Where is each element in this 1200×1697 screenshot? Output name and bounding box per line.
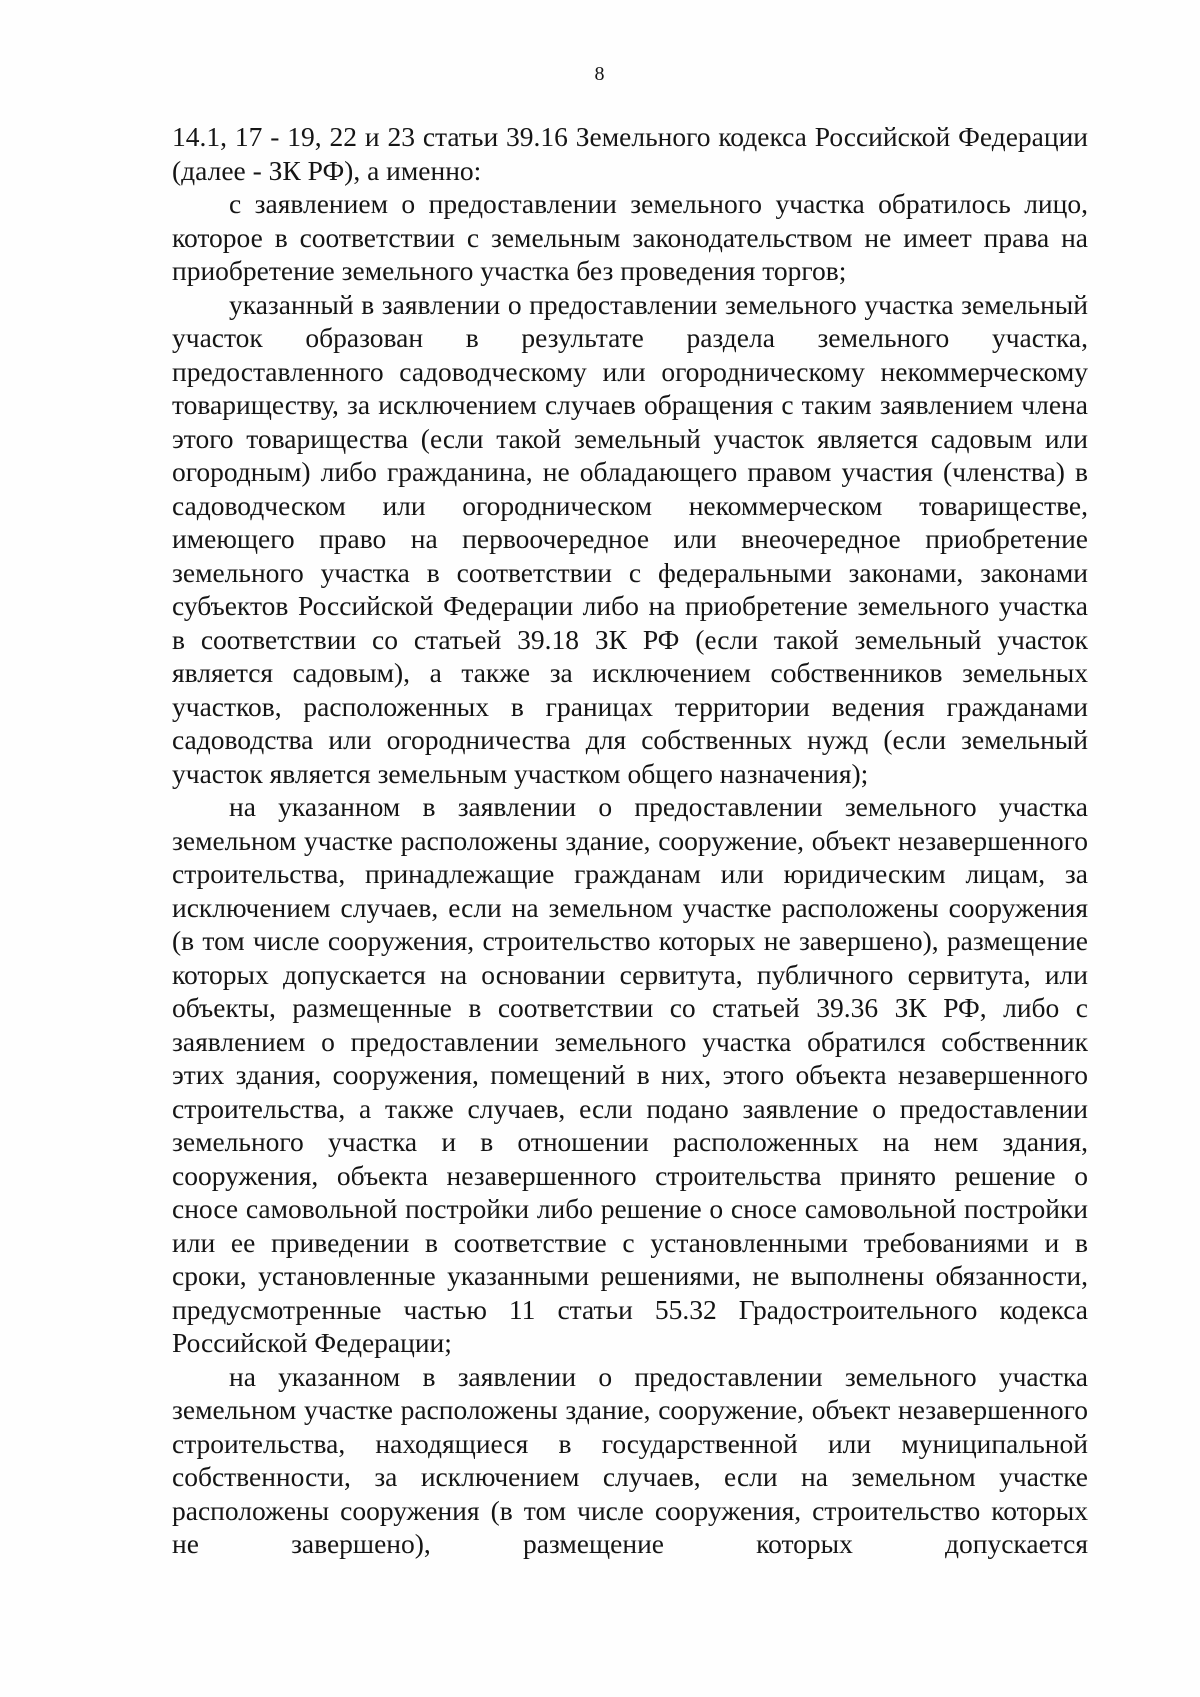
- paragraph-applicant-no-right: с заявлением о предоставлении земельного участка обратилось лицо, которое в соответствии с земельным законодательством не имеет права на приобретение земельного участка без проведения торгов;: [172, 188, 1088, 286]
- paragraph-intro: 14.1, 17 - 19, 22 и 23 статьи 39.16 Земельного кодекса Российской Федерации (далее - ЗК РФ), а именно:: [172, 121, 1088, 186]
- paragraph-private-buildings: на указанном в заявлении о предоставлении земельного участка земельном участке расположены здание, сооружение, объект незавершенного строительства, принадлежащие гражданам или юридическим лицам, за исключением случаев, если на земельном участке расположены сооружения (в том числе сооружения, строительство которых не завершено), размещение которых допускается на основании сервитута, публичного сервитута, или объекты, размещенные в соответствии со статьей 39.36 ЗК РФ, либо с заявлением о предоставлении земельного участка обратился собственник этих здания, сооружения, помещений в них, этого объекта незавершенного строительства, а также случаев, если подано заявление о предоставлении земельного участка и в отношении расположенных на нем здания, сооружения, объекта незавершенного строительства принято решение о сносе самовольной постройки либо решение о сносе самовольной постройки или ее приведении в соответствие с установленными требованиями и в сроки, установленные указанными решениями, не выполнены обязанности, предусмотренные частью 11 статьи 55.32 Градостроительного кодекса Российской Федерации;: [172, 791, 1088, 1358]
- page-number: 8: [594, 63, 606, 85]
- document-body: [172, 120, 1088, 1561]
- paragraph-state-buildings: на указанном в заявлении о предоставлении земельного участка земельном участке расположены здание, сооружение, объект незавершенного строительства, находящиеся в государственной или муниципальной собственности, за исключением случаев, если на земельном участке расположены сооружения (в том числе сооружения, строительство которых не завершено), размещение которых допускается: [172, 1360, 1088, 1559]
- paragraph-plot-division: указанный в заявлении о предоставлении земельного участка земельный участок образован в результате раздела земельного участка, предоставленного садоводческому или огородническому некоммерческому товариществу, за исключением случаев обращения с таким заявлением члена этого товарищества (если такой земельный участок является садовым или огородным) либо гражданина, не обладающего правом участия (членства) в садоводческом или огородническом некоммерческом товариществе, имеющего право на первоочередное или внеочередное приобретение земельного участка в соответствии с федеральными законами, законами субъектов Российской Федерации либо на приобретение земельного участка в соответствии со статьей 39.18 ЗК РФ (если такой земельный участок является садовым), а также за исключением собственников земельных участков, расположенных в границах территории ведения гражданами садоводства или огородничества для собственных нужд (если земельный участок является земельным участком общего назначения);: [172, 288, 1088, 789]
